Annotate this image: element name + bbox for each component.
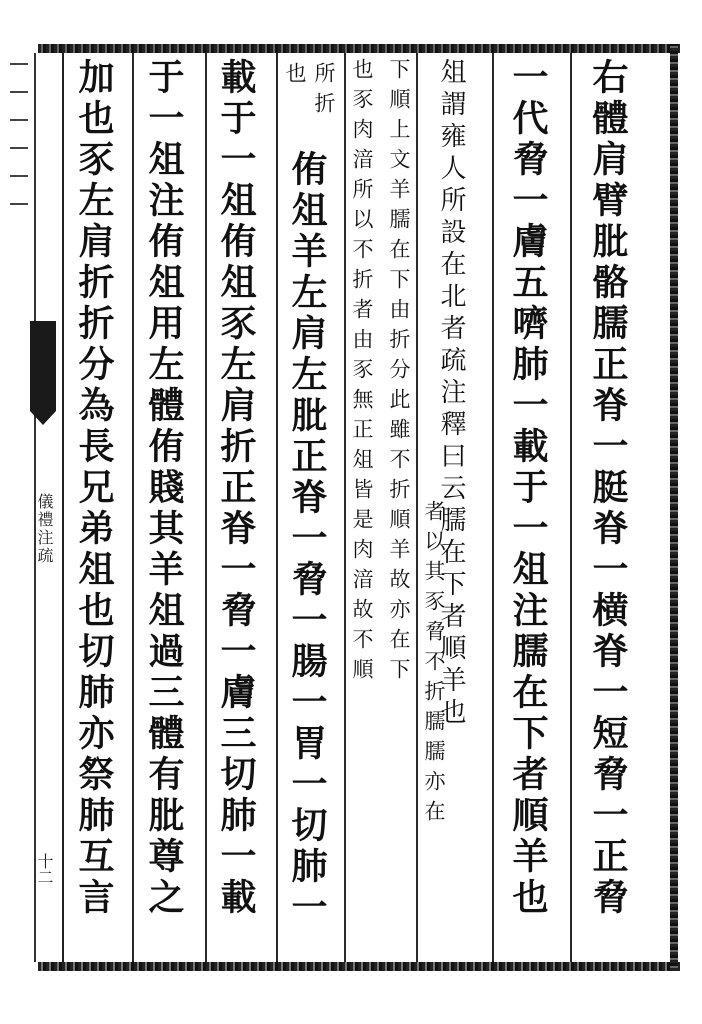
column-divider	[276, 53, 278, 962]
column-divider	[132, 53, 134, 962]
text-column-4: 下順上文羊臑在下由折分此雖不折順羊故亦在下	[387, 58, 411, 688]
text-column-4b: 者以其豕脅不折臑臑亦在	[422, 500, 446, 830]
column-divider	[416, 53, 418, 962]
book-title: 儀禮注疏	[35, 493, 54, 565]
margin-ticks	[10, 63, 32, 283]
fish-tail-mark	[30, 321, 56, 411]
text-column-10: 加也豕左肩折折分為長兄弟俎也切肺亦祭肺互言	[73, 58, 115, 919]
column-divider	[344, 53, 346, 962]
page-number: 十二	[35, 853, 54, 885]
text-column-6b: 也	[283, 62, 307, 92]
frame-right-border	[670, 44, 678, 971]
text-column-1: 右體肩臂肶骼臑正脊一脡脊一横脊一短脅一正脅	[587, 58, 629, 919]
frame-left-border	[62, 53, 64, 962]
column-divider	[205, 53, 207, 962]
text-column-8: 載于一俎侑俎豕左肩折正脊一脅一膚三切肺一載	[215, 58, 257, 919]
text-column-6a: 所折	[312, 62, 336, 122]
text-column-9: 于一俎注侑俎用左體侑賤其羊俎過三體有肶尊之	[143, 58, 185, 919]
text-column-2: 一代脅一膚五嚌肺一載于一俎注臑在下者順羊也	[507, 58, 549, 919]
text-column-3: 俎謂雍人所設在北者疏注釋曰云臑在下者順羊也	[436, 58, 466, 730]
text-column-7: 侑俎羊左肩左肶正脊一脅一腸一胃一切肺一	[286, 150, 328, 929]
frame-top-border	[38, 44, 680, 53]
column-divider	[570, 53, 572, 962]
column-divider	[492, 53, 494, 962]
page-margin	[0, 53, 62, 962]
frame-bottom-border	[38, 962, 680, 971]
text-column-5: 也豕肉湆所以不折者由豕無正俎皆是肉湆故不順	[350, 58, 374, 688]
